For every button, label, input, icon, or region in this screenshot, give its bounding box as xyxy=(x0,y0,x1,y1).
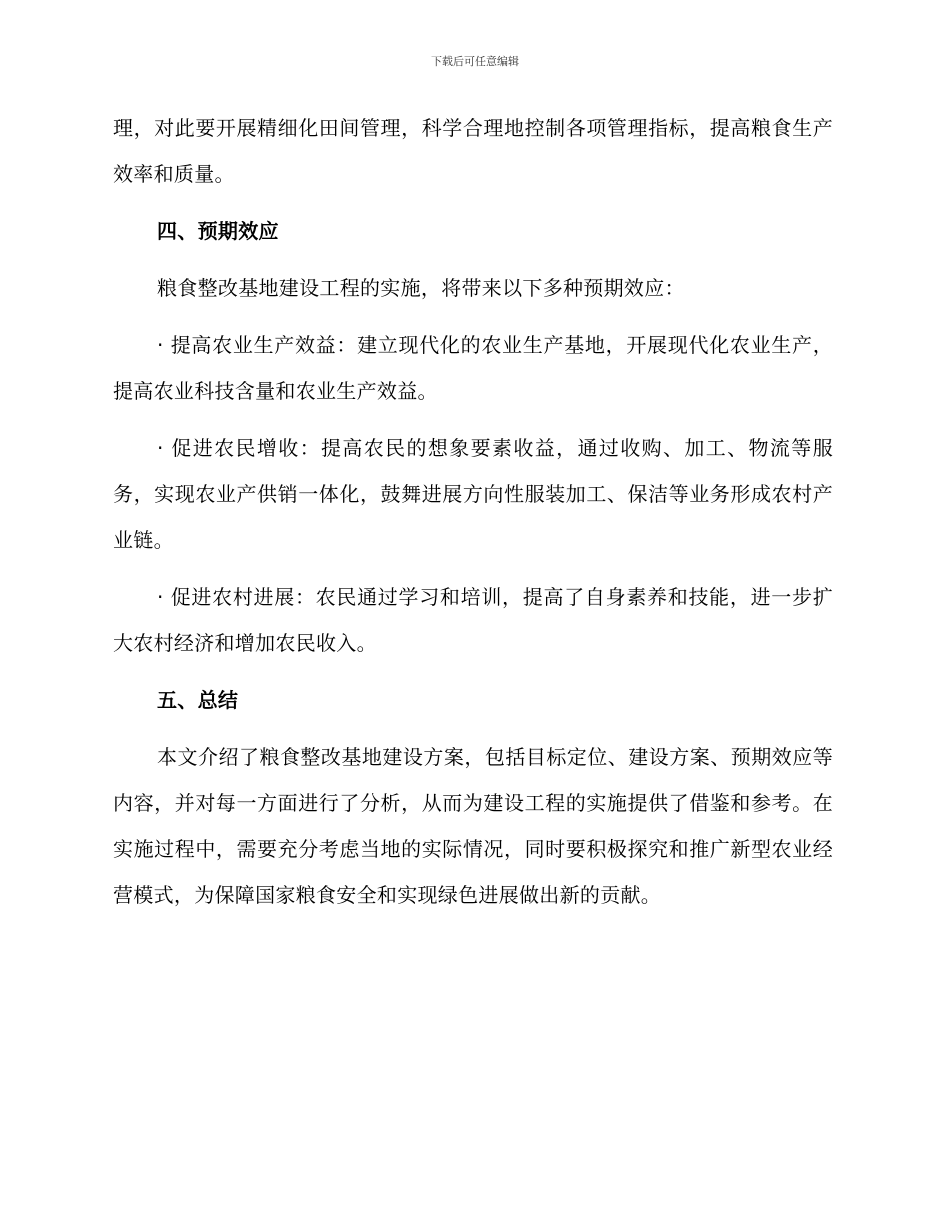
section-heading-summary: 五、总结 xyxy=(157,688,239,712)
page-header-note: 下载后可任意编辑 xyxy=(431,55,519,68)
bullet-item-productivity: · 提高农业生产效益：建立现代化的农业生产基地，开展现代化农业生产，提高农业科技含量和农业生产效益。 xyxy=(113,333,833,403)
bullet-item-rural-development: · 促进农村进展：农民通过学习和培训，提高了自身素养和技能，进一步扩大农村经济和增加农民收入。 xyxy=(113,585,833,655)
bullet-item-income: · 促进农民增收：提高农民的想象要素收益，通过收购、加工、物流等服务，实现农业产供销一体化，鼓舞进展方向性服装加工、保洁等业务形成农村产业链。 xyxy=(113,436,833,552)
continued-paragraph: 理，对此要开展精细化田间管理，科学合理地控制各项管理指标，提高粮食生产效率和质量。 xyxy=(113,116,833,186)
summary-paragraph: 本文介绍了粮食整改基地建设方案，包括目标定位、建设方案、预期效应等内容，并对每一方面进行了分析，从而为建设工程的实施提供了借鉴和参考。在实施过程中，需要充分考虑当地的实际情况，同时要积极探究和推广新型农业经营模式，为保障国家粮食安全和实现绿色进展做出新的贡献。 xyxy=(113,745,833,907)
document-body xyxy=(113,105,833,929)
section-heading-expected-effects: 四、预期效应 xyxy=(157,219,279,243)
section-intro-paragraph: 粮食整改基地建设工程的实施，将带来以下多种预期效应： xyxy=(157,276,685,300)
